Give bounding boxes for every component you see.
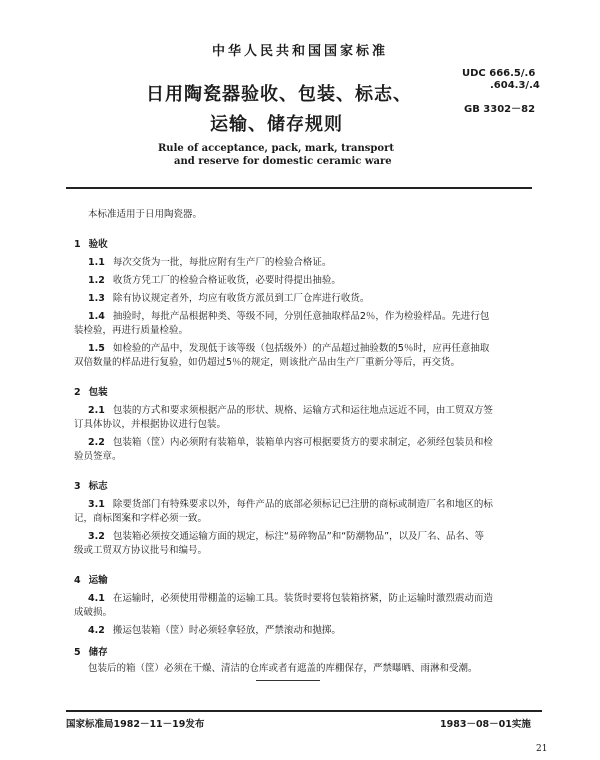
clause-1-4: 1.4 抽验时，每批产品根据种类、等级不同，分别任意抽取样品2％，作为检验样品。先进行包 [88,311,490,322]
english-title-line-2: and reserve for domestic ceramic ware [174,156,392,167]
section-1-heading [74,236,108,250]
section-4-heading: 4 运输 [74,575,108,586]
clause-1-5-continued: 双倍数量的样品进行复验，如仍超过5％的规定，则该批产品由生产厂重新分等后，再交货。 [74,357,461,368]
clause-2-1-continued: 订具体协议，并根据协议进行包装。 [74,419,227,430]
clause-2-2-continued: 验员签章。 [74,451,122,462]
clause-3-1-continued: 记，商标图案和字样必须一致。 [74,513,208,524]
intro-paragraph: 本标准适用于日用陶瓷器。 [88,209,203,220]
title-line-2: 运输、储存规则 [210,114,343,135]
clause-5-text: 包装后的箱（筐）必须在干燥、清洁的仓库或者有遮盖的库棚保存，严禁曝晒、雨淋和受潮。 [88,663,478,674]
clause-1-4-continued: 装检验，再进行质量检验。 [74,325,189,336]
udc-code-line-2: .604.3/.4 [490,80,540,91]
clause-2-1: 2.1 包装的方式和要求须根据产品的形状、规格、运输方式和运往地点远近不同，由工贸双方签 [88,405,493,416]
clause-2-2: 2.2 包装箱（筐）内必须附有装箱单，装箱单内容可根据要货方的要求制定，必须经包装员和检 [88,437,493,448]
clause-4-1-continued: 成破损。 [74,607,113,618]
title-line-1: 日用陶瓷器验收、包装、标志、 [146,84,412,105]
top-divider [66,187,532,189]
clause-3-2: 3.2 包装箱必须按交通运输方面的规定，标注“易碎物品”和“防潮物品”，以及厂名、品名、等 [88,531,485,542]
standard-header: 中华人民共和国国家标准 [211,44,388,59]
section-2-heading: 2 包装 [74,387,108,398]
clause-1-2: 1.2 收货方凭工厂的检验合格证收货，必要时得提出抽验。 [88,275,341,286]
section-number: 1 [74,239,81,250]
clause-1-1: 1.1 每次交货为一批，每批应附有生产厂的检验合格证。 [88,257,332,268]
section-3-heading: 3 标志 [74,481,108,492]
clause-3-1: 3.1 除要货部门有特殊要求以外，每件产品的底部必须标记已注册的商标或制造厂名和地区的标 [88,499,493,510]
clause-1-3: 1.3 除有协议规定者外，均应有收货方派员到工厂仓库进行收货。 [88,293,370,304]
section-title: 验收 [88,239,108,250]
page-number: 21 [536,744,548,754]
clause-4-1: 4.1 在运输时，必须使用带棚盖的运输工具。装货时要将包装箱挤紧，防止运输时激烈震动而造 [88,593,493,604]
gb-code: GB 3302－82 [464,104,536,115]
clause-4-2: 4.2 搬运包装箱（筐）时必须轻拿轻放，严禁滚动和抛掷。 [88,625,341,636]
issued-date: 国家标准局1982－11－19发布 [66,719,205,730]
section-5-heading: 5 储存 [74,647,108,658]
english-title-line-1: Rule of acceptance, pack, mark, transport [158,143,394,154]
udc-code-line-1: UDC 666.5/.6 [462,68,536,79]
clause-3-2-continued: 级或工贸双方协议批号和编号。 [74,545,208,556]
bottom-divider [66,710,542,712]
clause-1-5: 1.5 如检验的产品中，发现低于该等级（包括级外）的产品超过抽验数的5％时，应再任意抽取 [88,343,490,354]
end-divider [256,680,320,681]
effective-date: 1983－08－01实施 [440,719,531,730]
